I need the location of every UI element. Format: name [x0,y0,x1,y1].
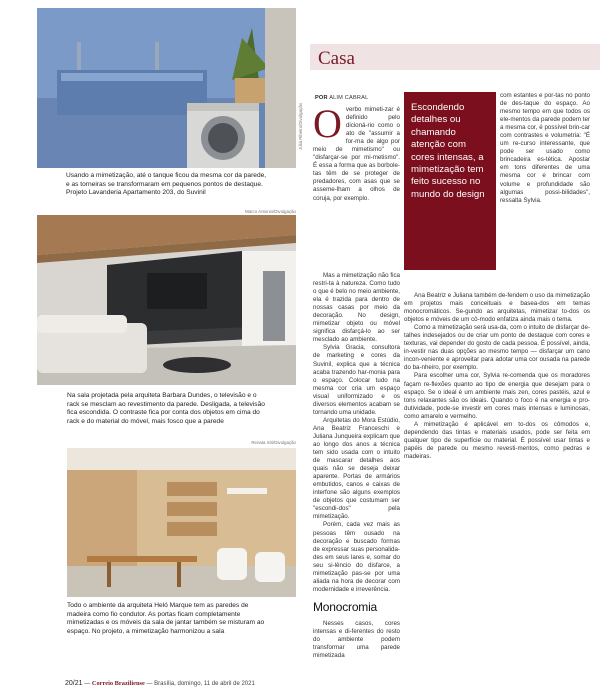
footer-separator: — [146,681,153,687]
byline-author: ALIM CABRAL [329,95,369,101]
photo-credit: Renata Siri/Divulgação [251,440,296,445]
photo-credit: Marco Antonio/Divulgação [244,209,296,214]
article-paragraph: Ana Beatriz e Juliana também de-fendem o uso da mimetização em projetos mais conceituais e basea-dos em temas monocromáticos. Se-gundo as arquitetas, mimetizar to-dos os objetos e móveis de um cô-modo enfatiza ainda mais o tema. [404,292,590,324]
article-column-1-bottom [313,620,400,660]
article-paragraph: Para escolher uma cor, Sylvia re-comenda que os moradores façam re-flexões quanto ao tipo de energia que desejam para o espaço. Se o ideal é um ambiente mais zen, cores pastéis, azul e tons relaxantes são os ideais. Quando o foco é na energia e pro-dutividade, pode-se investir em cores mais intensas e luminosas, como amarelo e vermelho. [404,372,590,420]
footer-separator: — [84,681,91,687]
footer-dateline: Brasília, domingo, 11 de abril de 2021 [154,681,255,687]
article-column-2-cont [404,292,590,461]
article-paragraph: Arquitetas do Mora Estúdio, Ana Beatriz Franceschi e Juliana Junqueira explicam que ao longo dos anos a técnica tem sido usada com o intuito de mascarar detalhes aos quais não se deseja deixar aparente. Portas de armários embutidos, canos e caixas de interfone são alguns exemplos de objetos que costumam ser "escondi-dos" pela mimetização. [313,416,400,521]
photo-caption-living-room: Na sala projetada pela arquiteta Barbara Dundes, o televisão e o rack se mesclam ao revestimento da parede. Desligada, a televisão fica escondida. O contraste fica por conta dos objetos em cima do rack e do material do móvel, mais fosco que a parede [67,392,265,425]
article-column-1-cont [313,272,400,594]
pull-quote: Escondendo detalhes ou chamando atenção com cores intensas, a mimetização tem feito sucesso no mundo do design [404,92,496,270]
article-paragraph: Nesses casos, cores intensas e di-ferentes do resto do ambiente podem transformar uma parede mimetizada [313,620,400,660]
section-title: Casa [318,48,355,69]
article-paragraph: A mimetização é aplicável em to-dos os cômodos e, dependendo das tintas e materiais usados, pode ser feita em qualquer tipo de superfície ou material. É possível usar tintas e papéis de parede ou mesmo revesti-mentos, como pedras e madeiras. [404,420,590,460]
page-footer [65,680,255,687]
photo-credit-vertical: Júlia Ribeiro/Divulgação [298,102,303,150]
article-paragraph: Overbo mimeti-zar é definido pelo dicioná-rio como o ato de "assumir a for-ma de algo por meio de mimetismo" ou "disfarçar-se por mi-metismo". É essa a forma que as borbole-tas têm de se proteger de predadores, com asas que se asseme-lham a olhos de coruja, por exemplo. [313,101,400,202]
article-column-2 [500,92,590,205]
laundry-illustration [37,8,296,168]
photo-caption-dining-room: Todo o ambiente da arquiteta Heló Marque tem as paredes de madeira como fio condutor. As portas ficam completamente mimetizadas e os móveis da sala de jantar também se misturam ao espaço. No projeto, a mimetização harmonizou a sala [67,602,265,635]
article-paragraph: Mas a mimetização não fica restri-ta à natureza. Como tudo o que é belo no meio ambiente, ela é trazida para dentro de nossas casas por meio da decoração. No design, mimetizar objeto ou móvel significa disfarçá-lo ao ser mesclado ao ambiente. [313,272,400,344]
article-paragraph: Porém, cada vez mais as pessoas têm ousado na decoração e buscado formas de expressar suas personalida-des em seus lares e, somar do seu si-lêncio do disfarce, a mimetização pas-se por uma aliada na hora de decorar com modernidade e irreverência. [313,521,400,593]
article-paragraph: Como a mimetização será usa-da, com o intuito de disfarçar de-talhes indesejados ou de criar um ponto de destaque com cores e texturas, vai depender do gosto de cada pessoa. É possível, ainda, in-vestir nas duas opções ao mesmo tempo — disfarçar um cano incon-veniente e aproveitar para adotar uma cor ousada na parede do ba-nheiro, por exemplo. [404,324,590,372]
dining-room-illustration [67,448,296,597]
article-column-1 [313,101,400,203]
photo-caption-laundry: Usando a mimetização, até o tanque ficou da mesma cor da parede, e as torneiras se transformaram em pequenos pontos de destaque. Projeto Lavanderia Apartamento 203, do Suvinil [66,172,267,197]
newspaper-brand: Correio Braziliense [91,680,145,687]
page-number: 20/21 [65,680,83,687]
byline-prefix: POR [315,95,328,101]
photo-laundry [37,8,296,168]
photo-living-room [37,215,296,385]
subhead: Monocromia [313,600,378,614]
photo-dining-room [67,448,296,597]
article-paragraph: Sylvia Gracia, consultora de marketing e cores da Suvinil, explica que a técnica acaba trazendo har-monia para o espaço. Colocar tudo na mesma cor cria um espaço visual uniformizado e os diversos elementos acabam se tornando uma unidade. [313,344,400,416]
living-room-illustration [37,215,296,385]
article-paragraph: com estantes e por-tas no ponto de des-taque do espaço. Ao mesmo tempo em que todos os ele-mentos da parede podem ter a mesma cor, é possível brin-car com contrastes e volumetria: "É um re-curso interessante, que pode ser usado como brincadeira es-tética. Apostar em tons diferentes de uma mesma cor e brincar com volume e profundidade são algumas possi-bilidades", ressalta Sylvia. [500,92,590,204]
dropcap: O [313,101,342,146]
